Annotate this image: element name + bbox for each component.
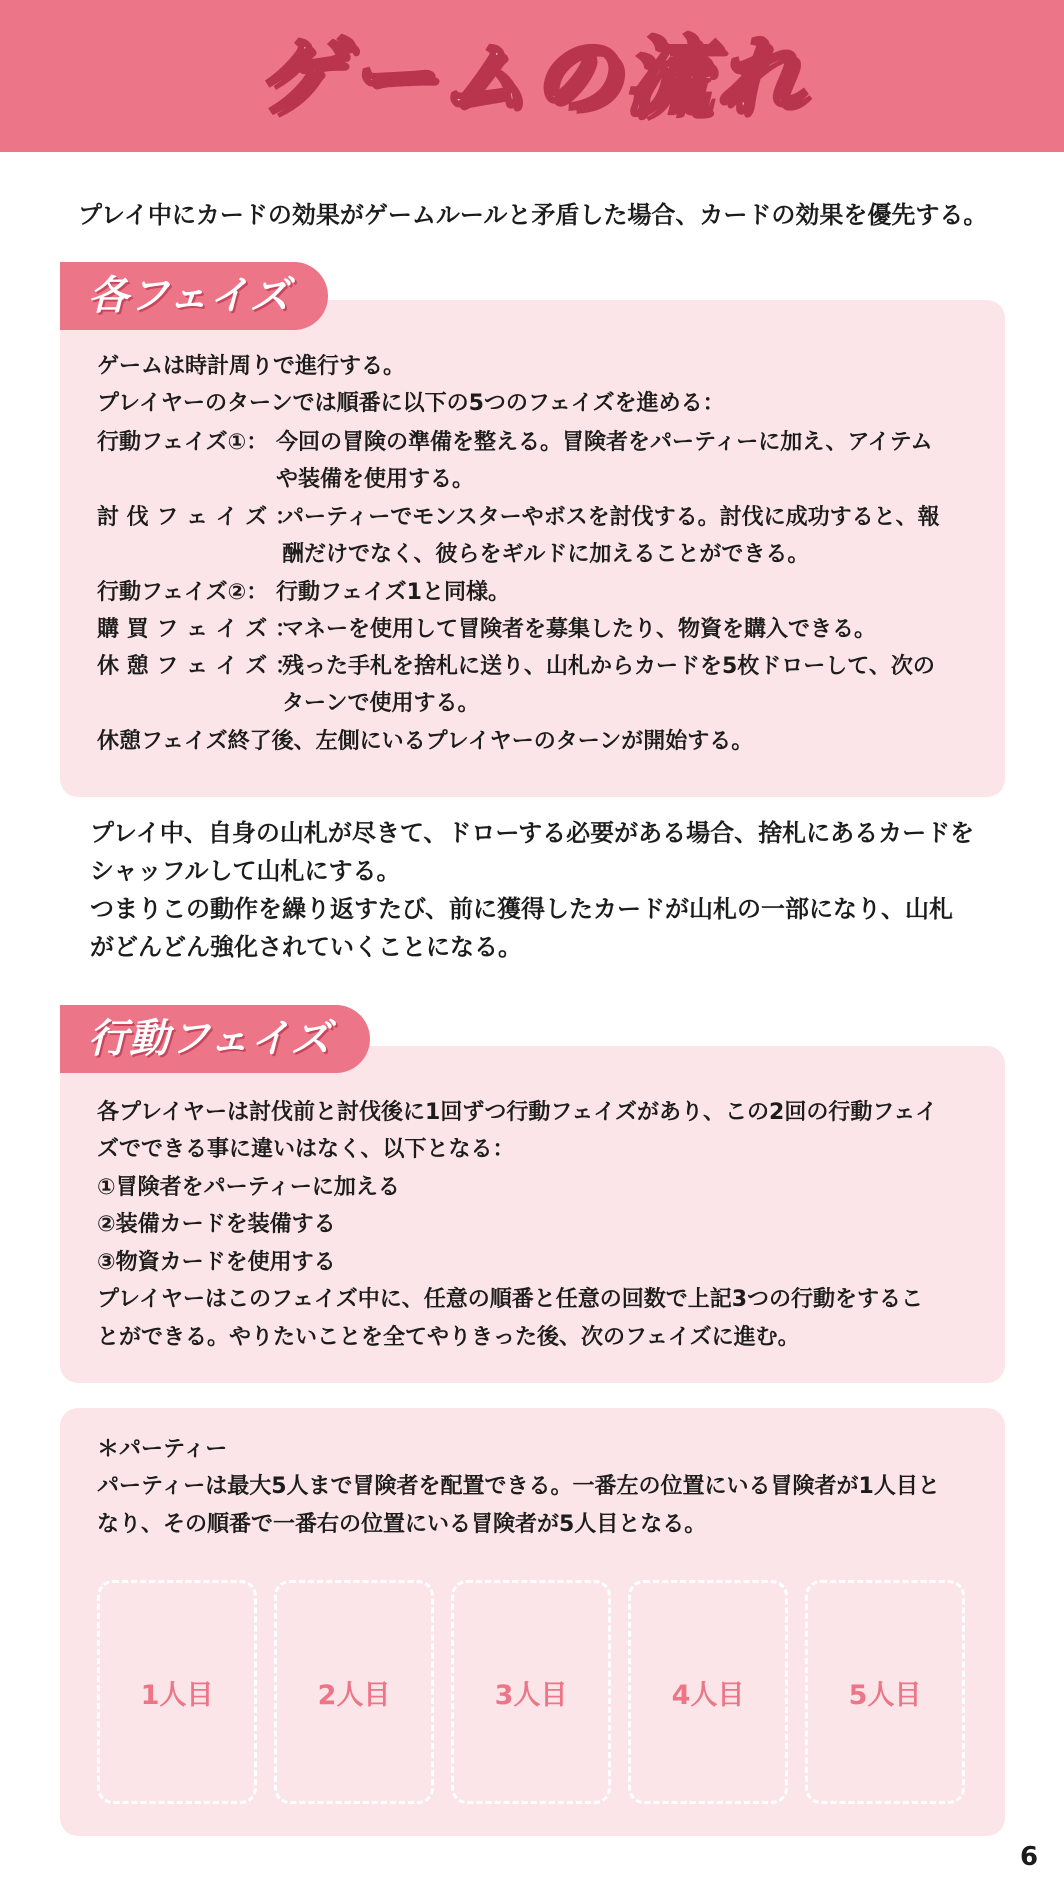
page-title: ゲームの流れ bbox=[256, 28, 808, 128]
action-phase-section-tab: 行動フェイズ bbox=[60, 1005, 370, 1073]
action-phase-line-2: ズでできる事に違いはなく、以下となる： bbox=[97, 1137, 515, 1162]
phase-desc-rest-line-1: 残った手札を捨札に送り、山札からカードを5枚ドローして、次の bbox=[282, 654, 935, 679]
action-item-3: ③物資カードを使用する bbox=[97, 1250, 336, 1275]
phase-desc-rest-line-2: ターンで使用する。 bbox=[282, 691, 480, 716]
phase-desc-subjugation-line-2: 酬だけでなく、彼らをギルドに加えることができる。 bbox=[282, 542, 810, 567]
phases-intro-line-1: ゲームは時計周りで進行する。 bbox=[97, 354, 406, 379]
page-number: 6 bbox=[1020, 1842, 1039, 1872]
party-slot-2: 2人目 bbox=[274, 1580, 434, 1804]
phase-label-rest: 休 憩 フ ェ イ ズ ： bbox=[97, 654, 297, 679]
phases-section-tab: 各フェイズ bbox=[60, 262, 328, 330]
phases-intro-line-2: プレイヤーのターンでは順番に以下の5つのフェイズを進める： bbox=[97, 391, 725, 416]
phase-desc-subjugation-line-1: パーティーでモンスターやボスを討伐する。討伐に成功すると、報 bbox=[282, 505, 940, 530]
phase-label-action-1: 行動フェイズ①： bbox=[97, 430, 269, 455]
phase-desc-action-1-line-1: 今回の冒険の準備を整える。冒険者をパーティーに加え、アイテム bbox=[276, 430, 933, 455]
deck-rule-line-4: がどんどん強化されていくことになる。 bbox=[90, 933, 522, 961]
deck-rule-line-1: プレイ中、自身の山札が尽きて、ドローする必要がある場合、捨札にあるカードを bbox=[90, 819, 975, 847]
party-slot-5: 5人目 bbox=[805, 1580, 965, 1804]
party-slot-4: 4人目 bbox=[628, 1580, 788, 1804]
phase-desc-purchase: マネーを使用して冒険者を募集したり、物資を購入できる。 bbox=[282, 617, 877, 642]
deck-rule-line-3: つまりこの動作を繰り返すたび、前に獲得したカードが山札の一部になり、山札 bbox=[90, 895, 954, 923]
party-line-2: なり、その順番で一番右の位置にいる冒険者が5人目となる。 bbox=[97, 1512, 707, 1537]
action-phase-line-1: 各プレイヤーは討伐前と討伐後に1回ずつ行動フェイズがあり、この2回の行動フェイ bbox=[97, 1100, 938, 1125]
party-slot-3: 3人目 bbox=[451, 1580, 611, 1804]
page-header bbox=[0, 0, 1064, 152]
phase-desc-action-2: 行動フェイズ1と同様。 bbox=[276, 580, 510, 605]
action-item-2: ②装備カードを装備する bbox=[97, 1212, 336, 1237]
phase-desc-action-1-line-2: や装備を使用する。 bbox=[276, 467, 475, 492]
action-item-1: ①冒険者をパーティーに加える bbox=[97, 1175, 400, 1200]
action-phase-line-3: プレイヤーはこのフェイズ中に、任意の順番と任意の回数で上記3つの行動をするこ bbox=[97, 1287, 924, 1312]
phase-label-action-2: 行動フェイズ②： bbox=[97, 580, 269, 605]
party-line-1: パーティーは最大5人まで冒険者を配置できる。一番左の位置にいる冒険者が1人目と bbox=[97, 1474, 940, 1499]
phase-label-subjugation: 討 伐 フ ェ イ ズ ： bbox=[97, 505, 297, 530]
party-slot-1: 1人目 bbox=[97, 1580, 257, 1804]
phase-label-purchase: 購 買 フ ェ イ ズ ： bbox=[97, 617, 297, 642]
action-phase-line-4: とができる。やりたいことを全てやりきった後、次のフェイズに進む。 bbox=[97, 1325, 800, 1350]
deck-rule-line-2: シャッフルして山札にする。 bbox=[90, 857, 401, 885]
phases-closing-line: 休憩フェイズ終了後、左側にいるプレイヤーのターンが開始する。 bbox=[97, 729, 754, 754]
intro-text: プレイ中にカードの効果がゲームルールと矛盾した場合、カードの効果を優先する。 bbox=[78, 201, 988, 229]
party-heading: ＊パーティー bbox=[97, 1437, 228, 1462]
